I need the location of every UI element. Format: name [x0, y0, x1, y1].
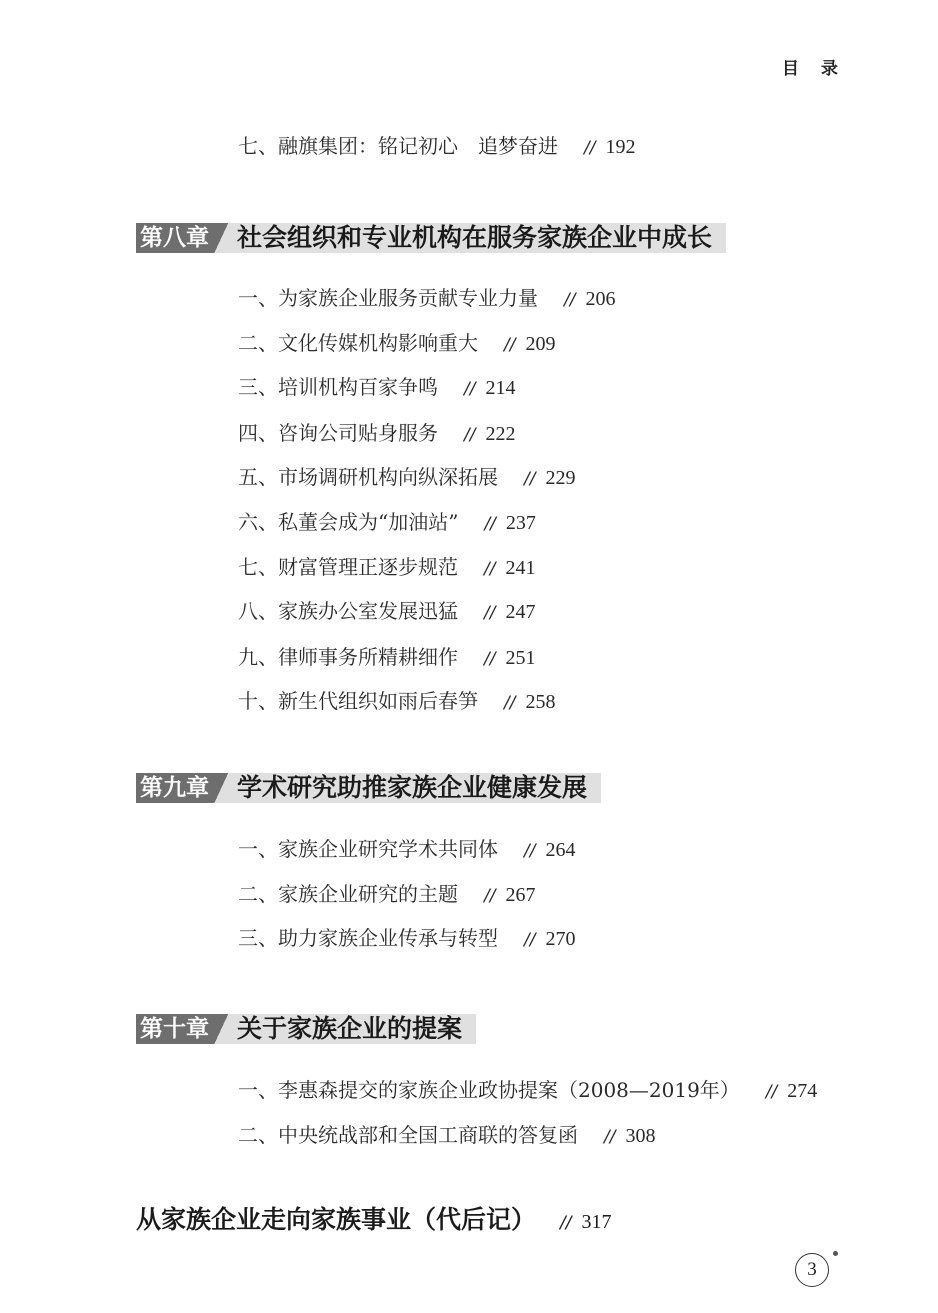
toc-entry[interactable]	[238, 374, 515, 402]
entry-page: 209	[525, 333, 556, 355]
entry-page: 192	[605, 136, 636, 158]
entry-page: 237	[505, 512, 536, 534]
chapter-slash-decoration	[213, 773, 233, 803]
entry-separator: //	[504, 693, 516, 713]
chapter-heading[interactable]	[136, 223, 726, 253]
entry-separator: //	[464, 379, 476, 399]
chapter-title: 社会组织和专业机构在服务家族企业中成长	[233, 223, 726, 253]
entry-separator: //	[584, 138, 596, 158]
toc-entry[interactable]	[238, 509, 536, 537]
entry-page: 206	[585, 288, 616, 310]
running-head: 目 录	[782, 59, 846, 79]
toc-entry[interactable]	[238, 420, 515, 448]
entry-page: 214	[485, 377, 516, 399]
entry-page: 229	[545, 467, 576, 489]
chapter-slash-decoration	[213, 1014, 233, 1044]
toc-entry[interactable]	[238, 1077, 817, 1105]
entry-separator: //	[484, 559, 496, 579]
entry-title: 七、融旗集团：铭记初心 追梦奋进	[238, 134, 558, 158]
entry-separator: //	[564, 290, 576, 310]
entry-page: 222	[485, 423, 516, 445]
toc-entry[interactable]	[238, 836, 575, 864]
toc-entry[interactable]	[238, 925, 575, 953]
entry-title: 九、律师事务所精耕细作	[238, 645, 458, 669]
entry-title: 二、文化传媒机构影响重大	[238, 331, 478, 355]
entry-title: 三、培训机构百家争鸣	[238, 375, 438, 399]
chapter-heading[interactable]	[136, 773, 601, 803]
toc-entry[interactable]	[238, 881, 535, 909]
entry-separator: //	[504, 335, 516, 355]
entry-separator: //	[604, 1127, 616, 1147]
entry-title: 二、家族企业研究的主题	[238, 882, 458, 906]
entry-page: 267	[505, 884, 536, 906]
entry-page: 264	[545, 839, 576, 861]
entry-title: 十、新生代组织如雨后春笋	[238, 689, 478, 713]
toc-entry[interactable]	[238, 285, 615, 313]
toc-entry[interactable]	[238, 554, 535, 582]
chapter-number: 第十章	[136, 1014, 213, 1044]
chapter-title: 学术研究助推家族企业健康发展	[233, 773, 601, 803]
entry-title: 八、家族办公室发展迅猛	[238, 599, 458, 623]
entry-title: 四、咨询公司贴身服务	[238, 421, 438, 445]
entry-page: 241	[505, 557, 536, 579]
chapter-heading[interactable]	[136, 1014, 476, 1044]
entry-page: 317	[581, 1211, 612, 1233]
entry-title: 一、李惠森提交的家族企业政协提案（2008—2019年）	[238, 1078, 740, 1102]
toc-entry[interactable]	[238, 598, 535, 626]
entry-page: 247	[505, 601, 536, 623]
entry-separator: //	[484, 603, 496, 623]
entry-separator: //	[524, 841, 536, 861]
page-number-dot-decoration	[833, 1251, 838, 1256]
entry-page: 251	[505, 647, 536, 669]
chapter-title: 关于家族企业的提案	[233, 1014, 476, 1044]
entry-separator: //	[560, 1213, 572, 1233]
entry-page: 274	[787, 1080, 818, 1102]
entry-title: 一、家族企业研究学术共同体	[238, 837, 498, 861]
entry-page: 258	[525, 691, 556, 713]
toc-entry[interactable]	[238, 330, 555, 358]
chapter-number: 第八章	[136, 223, 213, 253]
entry-separator: //	[524, 469, 536, 489]
entry-separator: //	[524, 930, 536, 950]
page-number: 3	[795, 1253, 829, 1287]
entry-separator: //	[484, 514, 496, 534]
entry-title: 一、为家族企业服务贡献专业力量	[238, 286, 538, 310]
entry-page: 308	[625, 1125, 656, 1147]
toc-entry[interactable]	[238, 644, 535, 672]
entry-title: 二、中央统战部和全国工商联的答复函	[238, 1123, 578, 1147]
toc-entry[interactable]	[238, 688, 555, 716]
entry-title: 六、私董会成为“加油站”	[238, 510, 459, 534]
toc-entry[interactable]	[238, 133, 635, 161]
entry-page: 270	[545, 928, 576, 950]
entry-title: 三、助力家族企业传承与转型	[238, 926, 498, 950]
entry-title: 七、财富管理正逐步规范	[238, 555, 458, 579]
afterword-entry[interactable]	[136, 1200, 611, 1236]
toc-entry[interactable]	[238, 464, 575, 492]
chapter-number: 第九章	[136, 773, 213, 803]
entry-separator: //	[484, 886, 496, 906]
toc-entry[interactable]	[238, 1122, 655, 1150]
chapter-slash-decoration	[213, 223, 233, 253]
entry-separator: //	[765, 1082, 778, 1102]
entry-title: 五、市场调研机构向纵深拓展	[238, 465, 498, 489]
entry-separator: //	[484, 649, 496, 669]
entry-separator: //	[464, 425, 476, 445]
afterword-title: 从家族企业走向家族事业（代后记）	[136, 1205, 537, 1234]
